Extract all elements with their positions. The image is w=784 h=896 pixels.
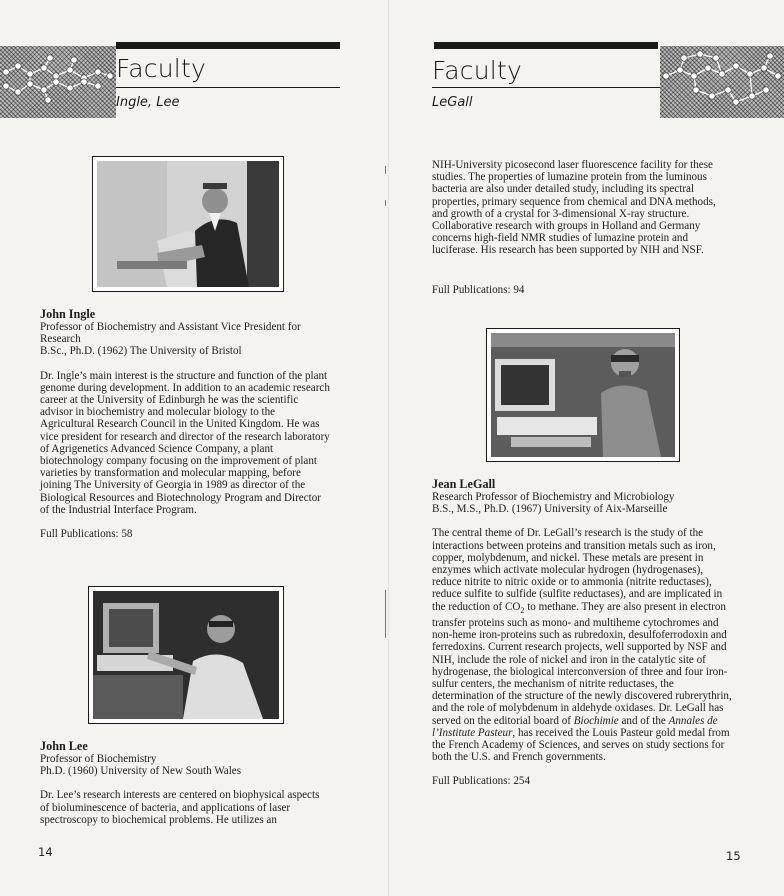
degrees-jean-legall: B.S., M.S., Ph.D. (1967) University of Aix-Marseille — [432, 503, 668, 516]
journal-biochimie: Biochimie — [573, 714, 619, 727]
journal-annales-pasteur: Annales de l’Institute Pasteur — [432, 714, 718, 739]
molecule-graphic-right — [660, 46, 784, 118]
header-bar-left — [116, 42, 340, 49]
header-title-right: Faculty — [432, 56, 522, 85]
portrait-jean-legall — [491, 333, 675, 457]
page-number-right: 15 — [726, 849, 741, 863]
bio-jean-legall-part2: to methane. They are also present in electron transfer proteins such as mono- and multiheme cytochromes and non-heme iron-proteins such as rubredoxin, desulfoferrodoxin and ferredoxins. Current research projects, well supported by NSF and NIH, include the role of nickel and iron in the catalytic site of hydrogenase, the biological interconversion of three and four iron-sulfur centers, the mechanism of nitrite reductases, the determination of the structure of the newly discovered rubrerythrin, and the role of molybdenum in aldehyde oxidases. Dr. LeGall has served on the editorial board of — [432, 600, 732, 727]
continued-text-john-lee: NIH-University picosecond laser fluorescence facility for these studies. The properties of lumazine protein from the luminous bacteria are also under detailed study, including its spectral properties, primary sequence from chemical and DNA methods, and growth of a crystal for 3-dimensional X-ray structure. Collaborative research with groups in Holland and Germany concerns high-field NMR studies of lumazine protein and luciferase. His research has been supported by NIH and NSF. — [432, 159, 716, 257]
bio-john-lee: Dr. Lee’s research interests are centered on biophysical aspects of bioluminescence of bacteria, and applications of laser spectroscopy to biochemical problems. He utilizes an — [40, 789, 320, 826]
photo-jean-legall — [486, 328, 680, 462]
bio-jean-legall-part3: and of the — [618, 714, 669, 727]
page-number-left: 14 — [38, 845, 53, 859]
bio-jean-legall-part1: The central theme of Dr. LeGall’s research is the study of the interactions between proteins and transition metals such as iron, copper, molybdenum, and nickel. These metals are present in enzymes which activate molecular hydrogen (hydrogenases), reduce nitrite to nitric oxide or to ammonia (nitrite reductases), reduce sulfite to sulfide (sulfite reductases), and are implicated in the reduction of CO — [432, 527, 723, 613]
name-john-lee: John Lee — [40, 739, 88, 753]
co2-subscript: 2 — [520, 605, 525, 615]
bio-john-ingle: Dr. Ingle’s main interest is the structure and function of the plant genome during development. In addition to an academic research career at the University of Edinburgh he was the scientific advisor in biochemistry and molecular biology to the Agricultural Research Council in the United Kingdom. He was vice president for research and director of the research laboratory of Agrigenetics Advanced Science Company, a plant biotechnology company focusing on the improvement of plant varieties by transformation and molecular mapping, before joining The University of Georgia in 1989 as director of the Biological Resources and Biotechnology Program and Director of the Industrial Interface Program. — [40, 369, 330, 516]
header-subtitle-left: Ingle, Lee — [116, 95, 180, 110]
header-title-left: Faculty — [116, 54, 206, 83]
header-bar-right — [434, 42, 658, 49]
degrees-john-lee: Ph.D. (1960) University of New South Wales — [40, 765, 242, 778]
publications-john-lee: Full Publications: 94 — [432, 284, 525, 296]
photo-john-lee — [88, 586, 284, 724]
gutter-mark — [385, 200, 386, 206]
molecule-pattern-right — [660, 46, 784, 118]
profile-john-lee — [40, 740, 330, 826]
header-rule-right — [432, 87, 660, 88]
header-subtitle-right: LeGall — [432, 95, 473, 110]
name-jean-legall: Jean LeGall — [432, 477, 496, 491]
portrait-john-lee — [93, 591, 279, 719]
header-rule-left — [116, 87, 340, 88]
portrait-john-ingle — [97, 161, 279, 287]
gutter-mark — [385, 590, 386, 638]
right-page — [392, 0, 784, 896]
gutter-mark — [385, 166, 386, 174]
publications-john-ingle: Full Publications: 58 — [40, 528, 133, 541]
publications-jean-legall: Full Publications: 254 — [432, 775, 531, 788]
molecule-graphic-left — [0, 46, 116, 118]
title-john-lee: Professor of Biochemistry — [40, 753, 157, 765]
photo-john-ingle — [92, 156, 284, 292]
degrees-john-ingle: B.Sc., Ph.D. (1962) The University of Bristol — [40, 345, 242, 358]
profile-john-ingle — [40, 308, 330, 540]
molecule-pattern-left — [0, 46, 116, 118]
title-jean-legall: Research Professor of Biochemistry and Microbiology — [432, 491, 675, 503]
bio-jean-legall — [432, 527, 732, 763]
name-john-ingle: John Ingle — [40, 307, 96, 321]
profile-jean-legall — [432, 478, 732, 788]
bio-jean-legall-part4: , has received the Louis Pasteur gold medal from the French Academy of Sciences, and serves on study sections for both the U.S. and French governments. — [432, 726, 730, 764]
title-john-ingle: Professor of Biochemistry and Assistant Vice President for Research — [40, 321, 301, 346]
